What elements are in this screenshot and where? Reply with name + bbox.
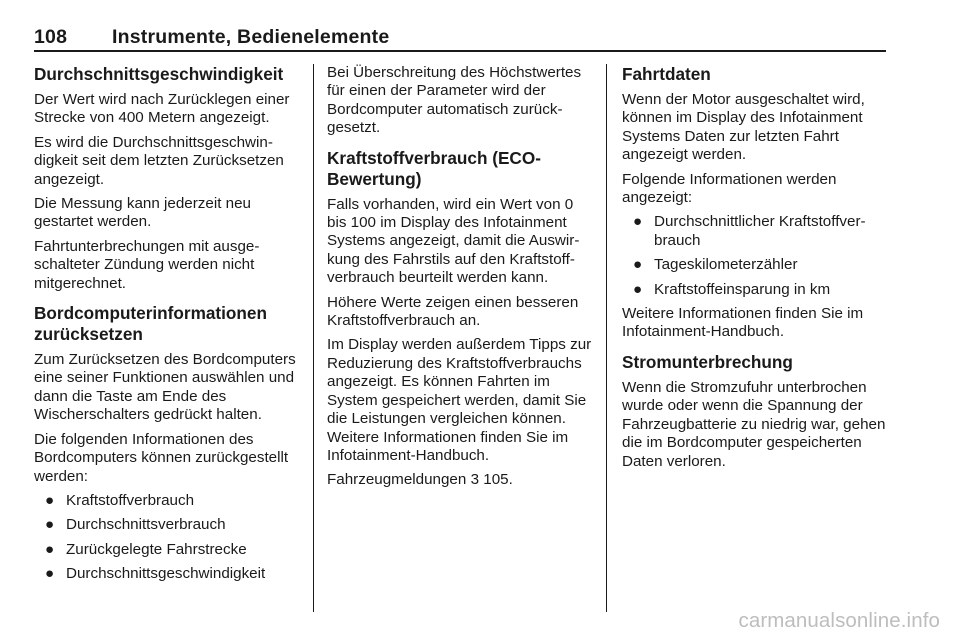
paragraph: Im Display werden außerdem Tipps zur Reduzierung des Kraftstoffverbrauchs angezeigt. Es können Fahrten im System gespeichert werden, damit Sie die Leistungen vergleichen können. Weitere Informationen finden Sie im Infotainment-Handbuch. — [327, 336, 592, 464]
paragraph-vehicle-messages-ref: Fahrzeugmeldungen 3 105. — [327, 471, 513, 489]
paragraph: Folgende Informationen werden angezeigt: — [622, 170, 837, 207]
list-item: ● Durchschnittsgeschwindigkeit — [45, 565, 266, 583]
list-item: ● Zurückgelegte Fahrstrecke — [45, 540, 247, 558]
paragraph: Bei Überschreitung des Höchstwertes für einen der Parameter wird der Bordcomputer automatisch zurückgesetzt. — [327, 64, 582, 137]
paragraph: Weitere Informationen finden Sie im Infotainment-Handbuch. — [622, 305, 864, 341]
column-divider-2 — [606, 64, 607, 612]
paragraph: Falls vorhanden, wird ein Wert von 0 bis 100 im Display des Infotainment Systems angezeigt, damit die Auswirkung des Fahrstils auf den Kraftstoffverbrauch beurteilt werden kann. — [327, 195, 580, 287]
paragraph: Die Messung kann jederzeit neu gestartet werden. — [34, 195, 251, 231]
bullet-icon: ● — [45, 516, 55, 534]
list-item: ● Durchschnittsverbrauch — [45, 516, 226, 534]
heading-average-speed: Durchschnittsgeschwindigkeit — [34, 64, 284, 84]
header-rule — [34, 50, 886, 52]
paragraph: Wenn die Stromzufuhr unterbrochen wurde oder wenn die Spannung der Fahrzeugbatterie zu niedrig war, gehen die im Bordcomputer gespeicherten Daten verloren. — [622, 378, 886, 470]
bullet-icon: ● — [633, 213, 643, 231]
page-number: 108 — [34, 26, 68, 48]
page-header — [34, 26, 884, 50]
trip-data-list — [622, 213, 888, 299]
paragraph: Höhere Werte zeigen einen besseren Kraftstoffverbrauch an. — [327, 293, 579, 330]
heading-fuel-consumption-eco: Kraftstoffverbrauch (ECO-Bewertung) — [327, 147, 541, 189]
paragraph: Die folgenden Informationen des Bordcomputers können zurückgestellt werden: — [34, 430, 289, 485]
heading-trip-data: Fahrtdaten — [622, 64, 711, 84]
list-item: ● Kraftstoffeinsparung in km — [633, 280, 831, 298]
watermark: carmanualsonline.info — [738, 609, 940, 632]
column-3 — [622, 64, 888, 477]
heading-reset-trip-computer: Bordcomputerinformationen zurücksetzen — [34, 303, 267, 345]
page-reference-link[interactable]: 105. — [483, 471, 513, 489]
bullet-icon: ● — [633, 256, 643, 274]
paragraph: Zum Zurücksetzen des Bordcomputers eine seiner Funktionen auswählen und dann die Taste am Ende des Wischerschalters gedrückt halten. — [34, 351, 296, 424]
list-item: ● Durchschnittlicher Kraftstoffverbrauch — [633, 213, 866, 249]
heading-power-interruption: Stromunterbrechung — [622, 351, 793, 372]
bullet-icon: ● — [45, 491, 55, 509]
column-1 — [34, 64, 304, 590]
paragraph: Es wird die Durchschnittsgeschwindigkeit seit dem letzten Zurücksetzen angezeigt. — [34, 133, 284, 188]
chapter-title: Instrumente, Bedienelemente — [112, 26, 390, 48]
list-item: ● Tageskilometerzähler — [633, 256, 798, 274]
bullet-icon: ● — [633, 280, 643, 298]
reset-items-list — [34, 492, 304, 584]
column-divider-1 — [313, 64, 314, 612]
bullet-icon: ● — [45, 565, 55, 583]
paragraph: Wenn der Motor ausgeschaltet wird, können im Display des Infotainment Systems Daten zur letzten Fahrt angezeigt werden. — [622, 91, 865, 164]
list-item: ● Kraftstoffverbrauch — [45, 491, 195, 509]
paragraph: Fahrtunterbrechungen mit ausgeschalteter Zündung werden nicht mitgerechnet. — [34, 237, 260, 292]
page-reference-icon: 3 — [470, 471, 480, 489]
paragraph: Der Wert wird nach Zurücklegen einer Strecke von 400 Metern angezeigt. — [34, 91, 290, 127]
column-2 — [327, 64, 592, 496]
bullet-icon: ● — [45, 540, 55, 558]
